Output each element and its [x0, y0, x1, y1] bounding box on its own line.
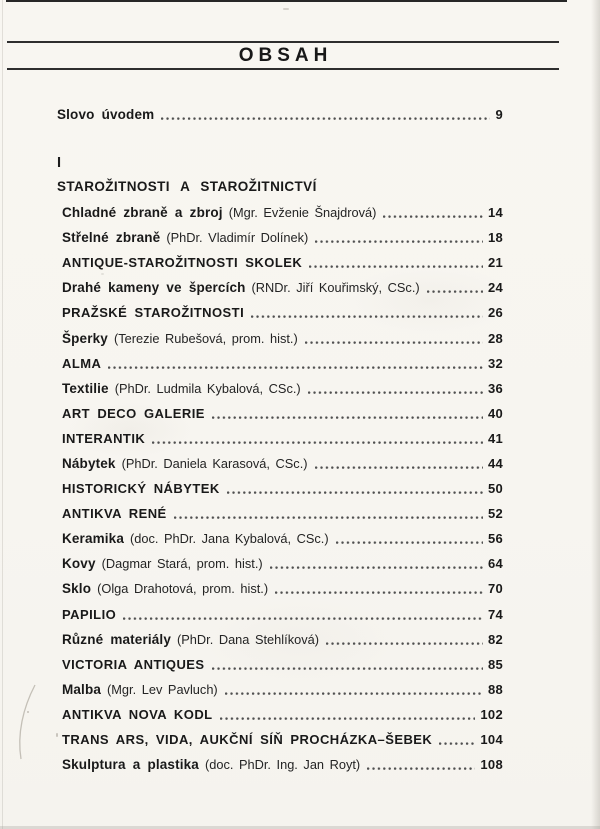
dot-leader — [315, 466, 483, 470]
entry-title: PRAŽSKÉ STAROŽITNOSTI — [62, 305, 245, 321]
toc-entries — [62, 200, 503, 777]
entry-page-number: 85 — [487, 656, 503, 672]
toc-entry — [62, 677, 503, 702]
pencil-mark-artifact — [8, 680, 48, 765]
entry-page-number: 64 — [487, 556, 503, 572]
entry-title: ALMA — [62, 355, 102, 371]
dot-leader — [367, 767, 475, 771]
dot-leader — [212, 416, 483, 420]
toc-entry — [62, 300, 503, 325]
dot-leader — [220, 717, 476, 721]
toc-entry — [62, 752, 503, 777]
toc-entry — [62, 376, 503, 401]
entry-page-number: 108 — [480, 757, 503, 773]
toc-entry — [62, 551, 503, 576]
entry-page-number: 41 — [487, 430, 503, 446]
entry-author-note: (Mgr. Lev Pavluch) — [107, 681, 218, 697]
entry-page-number: 74 — [487, 606, 503, 622]
entry-page-number: 21 — [487, 255, 503, 271]
entry-title: Malba — [62, 681, 102, 697]
entry-title: ANTIKVA NOVA KODL — [62, 706, 213, 722]
toc-entry — [62, 576, 503, 601]
entry-title: Šperky — [62, 330, 108, 346]
dot-leader — [227, 491, 483, 495]
section-numeral: I — [57, 155, 62, 171]
toc-entry — [62, 426, 503, 451]
entry-title: Chladné zbraně a zbroj — [62, 205, 223, 221]
entry-author-note: (Olga Drahotová, prom. hist.) — [97, 581, 269, 597]
toc-entry — [62, 401, 503, 426]
toc-intro-row — [57, 102, 503, 127]
entry-title: Různé materiály — [62, 631, 171, 647]
dot-leader — [251, 315, 483, 319]
page-title: OBSAH — [238, 44, 333, 66]
entry-title: ANTIQUE-STAROŽITNOSTI SKOLEK — [62, 255, 303, 271]
toc-entry — [62, 727, 503, 752]
dot-leader — [305, 341, 483, 345]
entry-author-note: (Mgr. Evženie Šnajdrová) — [228, 205, 377, 221]
dot-leader — [326, 642, 483, 646]
entry-title: Střelné zbraně — [62, 230, 161, 246]
entry-title: Keramika — [62, 531, 124, 547]
dot-leader — [108, 366, 483, 370]
dot-leader — [308, 391, 483, 395]
entry-title: TRANS ARS, VIDA, AUKČNÍ SÍŇ PROCHÁZKA–ŠEBEK — [62, 732, 433, 748]
entry-author-note: (Dagmar Stará, prom. hist.) — [101, 556, 263, 572]
entry-page-number: 40 — [487, 405, 503, 421]
toc-entry — [62, 351, 503, 376]
entry-author-note: (PhDr. Daniela Karasová, CSc.) — [121, 455, 308, 471]
entry-title: ANTIKVA RENÉ — [62, 506, 167, 522]
toc-entry — [62, 200, 503, 225]
entry-title: Nábytek — [62, 455, 116, 471]
dot-leader — [212, 667, 483, 671]
entry-page-number: 52 — [487, 506, 503, 522]
entry-page-number: 88 — [487, 681, 503, 697]
dot-leader — [309, 265, 483, 269]
entry-author-note: (RNDr. Jiří Kouřimský, CSc.) — [251, 280, 420, 296]
dot-leader — [123, 617, 483, 621]
dot-leader — [439, 742, 475, 746]
entry-page-number: 32 — [487, 355, 503, 371]
scan-right-edge-band — [591, 0, 600, 829]
entry-page-number: 102 — [480, 706, 503, 722]
dot-leader — [270, 566, 483, 570]
entry-page-number: 70 — [487, 581, 503, 597]
scan-left-edge-line — [2, 0, 3, 829]
toc-entry — [62, 627, 503, 652]
entry-page-number: 14 — [487, 205, 503, 221]
entry-page-number: 24 — [487, 280, 503, 296]
entry-title: Skulptura a plastika — [62, 757, 199, 773]
entry-page-number: 36 — [487, 380, 503, 396]
scan-speck — [283, 8, 289, 10]
entry-page-number: 104 — [480, 732, 503, 748]
toc-entry — [62, 250, 503, 275]
dot-leader — [152, 441, 483, 445]
entry-page-number: 26 — [487, 305, 503, 321]
toc-entry — [62, 451, 503, 476]
entry-page-number: 56 — [487, 531, 503, 547]
section-heading: STAROŽITNOSTI A STAROŽITNICTVÍ — [57, 179, 317, 194]
entry-title: HISTORICKÝ NÁBYTEK — [62, 481, 220, 497]
entry-page-number: 9 — [495, 107, 503, 123]
dot-leader — [315, 240, 483, 244]
toc-entry — [62, 225, 503, 250]
entry-title: VICTORIA ANTIQUES — [62, 656, 205, 672]
entry-author-note: (PhDr. Ludmila Kybalová, CSc.) — [114, 380, 301, 396]
entry-page-number: 50 — [487, 481, 503, 497]
dot-leader — [225, 692, 483, 696]
toc-entry — [62, 652, 503, 677]
entry-title: ART DECO GALERIE — [62, 405, 205, 421]
entry-author-note: (PhDr. Dana Stehlíková) — [177, 631, 319, 647]
entry-title: Textilie — [62, 380, 109, 396]
scan-top-edge-line — [6, 0, 567, 2]
entry-title: Kovy — [62, 556, 96, 572]
toc-entry — [62, 526, 503, 551]
scan-speck — [27, 711, 29, 713]
entry-author-note: (Terezie Rubešová, prom. hist.) — [113, 330, 298, 346]
entry-title: Drahé kameny ve špercích — [62, 280, 246, 296]
entry-title: Sklo — [62, 581, 92, 597]
toc-entry — [62, 602, 503, 627]
dot-leader — [383, 215, 483, 219]
entry-title: Slovo úvodem — [57, 107, 155, 123]
dot-leader — [427, 290, 483, 294]
entry-page-number: 28 — [487, 330, 503, 346]
dot-leader — [275, 591, 483, 595]
entry-author-note: (PhDr. Vladimír Dolínek) — [166, 230, 309, 246]
entry-page-number: 82 — [487, 631, 503, 647]
entry-page-number: 18 — [487, 230, 503, 246]
entry-title: INTERANTIK — [62, 430, 146, 446]
entry-author-note: (doc. PhDr. Ing. Jan Royt) — [204, 757, 361, 773]
contents-header — [7, 41, 559, 70]
scan-speck — [56, 733, 58, 737]
dot-leader — [174, 516, 483, 520]
entry-page-number: 44 — [487, 455, 503, 471]
dot-leader — [336, 541, 483, 545]
toc-entry — [62, 501, 503, 526]
toc-entry — [62, 702, 503, 727]
toc-entry — [62, 325, 503, 350]
entry-author-note: (doc. PhDr. Jana Kybalová, CSc.) — [130, 531, 329, 547]
dot-leader — [161, 117, 490, 121]
toc-entry — [62, 275, 503, 300]
entry-title: PAPILIO — [62, 606, 117, 622]
toc-entry — [62, 476, 503, 501]
